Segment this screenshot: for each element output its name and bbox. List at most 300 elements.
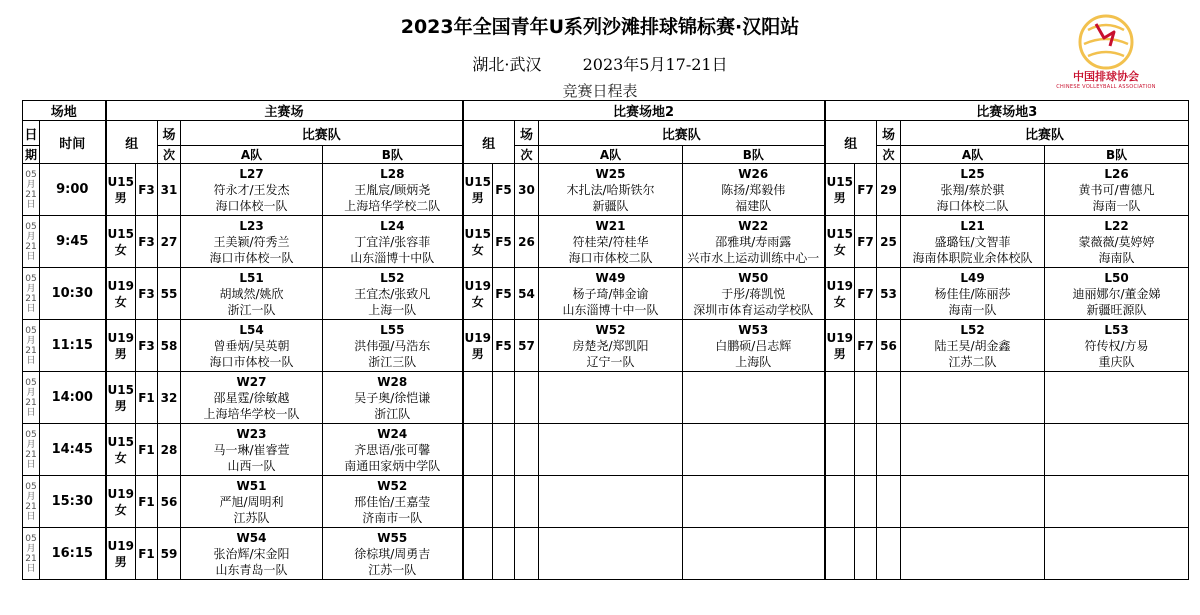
schedule-row <box>23 528 1189 580</box>
field-cell: F1 <box>136 372 158 424</box>
empty-cell <box>539 372 683 424</box>
team-club: 浙江三队 <box>368 354 417 369</box>
match-no-cell: 27 <box>158 216 181 268</box>
match-no-cell: 25 <box>877 216 901 268</box>
schedule-row <box>23 372 1189 424</box>
match-no-cell: 54 <box>515 268 539 320</box>
team-club: 福建队 <box>735 198 772 213</box>
team-club: 海南队 <box>1098 250 1135 265</box>
date-part: 05 <box>25 377 37 388</box>
team-code: W55 <box>377 530 408 545</box>
team-code: L51 <box>239 270 264 285</box>
team-club: 浙江队 <box>374 406 411 421</box>
team-club: 海南体职院业余体校队 <box>912 250 1033 265</box>
empty-cell <box>493 476 515 528</box>
date-part: 05 <box>25 429 37 440</box>
team-b-cell <box>1045 320 1189 372</box>
team-players: 陆王昊/胡金鑫 <box>934 338 1011 353</box>
match-no-cell: 56 <box>877 320 901 372</box>
date-part: 21 <box>25 397 37 408</box>
group-header: 组 <box>825 121 877 164</box>
date-part: 05 <box>25 533 37 544</box>
empty-cell <box>539 424 683 476</box>
empty-cell <box>825 528 855 580</box>
team-code: W28 <box>377 374 408 389</box>
team-players: 张翔/蔡於骐 <box>940 182 1005 197</box>
group-gender: 男 <box>471 190 484 205</box>
team-a-cell <box>181 476 323 528</box>
match-no-cell: 55 <box>158 268 181 320</box>
team-club: 上海队 <box>735 354 772 369</box>
group-gender: 男 <box>114 398 127 413</box>
team-code: L21 <box>960 218 985 233</box>
team-players: 于彤/蒋凯悦 <box>721 286 786 301</box>
team-a-cell <box>901 216 1045 268</box>
team-code: W53 <box>738 322 769 337</box>
team-a-cell <box>539 268 683 320</box>
date-part: 日 <box>26 459 36 470</box>
event-location: 湖北·武汉 <box>472 55 542 74</box>
date-cell <box>23 424 40 476</box>
match-no-cell: 26 <box>515 216 539 268</box>
group-age: U19 <box>826 330 853 345</box>
match-no-header-bottom: 次 <box>515 146 539 164</box>
team-club: 深圳市体育运动学校队 <box>693 302 814 317</box>
date-part: 月 <box>26 387 36 398</box>
empty-cell <box>539 476 683 528</box>
venue-header: 场地 <box>23 101 106 121</box>
field-cell: F3 <box>136 164 158 216</box>
date-part: 21 <box>25 553 37 564</box>
match-no-cell: 28 <box>158 424 181 476</box>
team-b-cell <box>683 320 825 372</box>
group-cell <box>825 216 855 268</box>
teams-header: 比赛队 <box>901 121 1189 146</box>
empty-cell <box>901 424 1045 476</box>
date-part: 月 <box>26 491 36 502</box>
team-club: 海南一队 <box>1092 198 1141 213</box>
team-club: 海口市体校一队 <box>209 250 294 265</box>
empty-cell <box>463 424 493 476</box>
team-code: W21 <box>595 218 626 233</box>
team-a-cell <box>539 320 683 372</box>
match-no-cell: 31 <box>158 164 181 216</box>
team-a-header: A队 <box>901 146 1045 164</box>
empty-cell <box>1045 476 1189 528</box>
group-gender: 男 <box>833 346 846 361</box>
group-cell <box>106 268 136 320</box>
team-club: 浙江一队 <box>227 302 276 317</box>
team-a-cell <box>181 216 323 268</box>
group-age: U15 <box>107 382 134 397</box>
group-gender: 女 <box>114 242 127 257</box>
date-part: 05 <box>25 221 37 232</box>
team-b-header: B队 <box>1045 146 1189 164</box>
team-players: 张治辉/宋金阳 <box>213 546 290 561</box>
group-cell <box>825 320 855 372</box>
team-code: L52 <box>380 270 405 285</box>
group-cell <box>463 216 493 268</box>
team-a-header: A队 <box>539 146 683 164</box>
time-cell: 14:45 <box>40 424 106 476</box>
team-code: W51 <box>236 478 267 493</box>
team-code: W23 <box>236 426 267 441</box>
team-b-cell <box>1045 268 1189 320</box>
team-players: 符桂荣/符桂华 <box>572 234 649 249</box>
team-b-cell <box>1045 164 1189 216</box>
group-age: U15 <box>464 226 491 241</box>
time-cell: 14:00 <box>40 372 106 424</box>
time-cell: 9:45 <box>40 216 106 268</box>
field-cell: F7 <box>855 216 877 268</box>
date-part: 05 <box>25 273 37 284</box>
group-gender: 女 <box>833 242 846 257</box>
team-club: 海口体校一队 <box>215 198 288 213</box>
team-b-cell <box>1045 216 1189 268</box>
empty-cell <box>877 528 901 580</box>
empty-cell <box>515 424 539 476</box>
team-players: 白鹏硕/吕志辉 <box>715 338 792 353</box>
group-cell <box>106 424 136 476</box>
empty-cell <box>683 476 825 528</box>
group-cell <box>463 320 493 372</box>
team-players: 胡域然/姚欣 <box>219 286 284 301</box>
field-cell: F5 <box>493 320 515 372</box>
team-b-header: B队 <box>323 146 463 164</box>
date-part: 21 <box>25 293 37 304</box>
group-age: U15 <box>826 174 853 189</box>
team-players: 王胤宸/顾炳尧 <box>354 182 431 197</box>
group-cell <box>106 320 136 372</box>
group-cell <box>463 268 493 320</box>
team-code: L54 <box>239 322 264 337</box>
date-part: 月 <box>26 439 36 450</box>
team-code: L50 <box>1104 270 1129 285</box>
venue-2-header: 比赛场地2 <box>463 101 825 121</box>
field-cell: F3 <box>136 268 158 320</box>
group-age: U19 <box>107 538 134 553</box>
teams-header: 比赛队 <box>181 121 463 146</box>
match-no-cell: 53 <box>877 268 901 320</box>
team-club: 山西一队 <box>227 458 276 473</box>
group-gender: 女 <box>833 294 846 309</box>
team-a-cell <box>181 528 323 580</box>
date-part: 日 <box>26 355 36 366</box>
team-players: 房楚尧/郑凯阳 <box>572 338 649 353</box>
page-title: 2023年全国青年U系列沙滩排球锦标赛·汉阳站 <box>400 16 800 38</box>
schedule-row <box>23 268 1189 320</box>
field-cell: F7 <box>855 268 877 320</box>
team-club: 重庆队 <box>1098 354 1135 369</box>
team-a-cell <box>181 164 323 216</box>
team-club: 江苏二队 <box>948 354 997 369</box>
group-cell <box>106 528 136 580</box>
team-code: L53 <box>1104 322 1129 337</box>
team-code: L28 <box>380 166 405 181</box>
team-b-cell <box>323 164 463 216</box>
team-club: 江苏队 <box>233 510 270 525</box>
team-code: L55 <box>380 322 405 337</box>
group-age: U19 <box>464 330 491 345</box>
team-code: L49 <box>960 270 985 285</box>
field-cell: F5 <box>493 164 515 216</box>
group-age: U19 <box>107 278 134 293</box>
group-age: U19 <box>826 278 853 293</box>
team-club: 海南一队 <box>948 302 997 317</box>
team-code: W27 <box>236 374 267 389</box>
schedule-caption: 竞赛日程表 <box>562 82 638 100</box>
group-age: U15 <box>107 434 134 449</box>
team-players: 洪伟强/马浩东 <box>354 338 431 353</box>
team-a-cell <box>181 320 323 372</box>
team-code: L24 <box>380 218 405 233</box>
date-part: 21 <box>25 189 37 200</box>
team-players: 杨佳佳/陈丽莎 <box>934 286 1011 301</box>
venue-3-header: 比赛场地3 <box>825 101 1189 121</box>
group-cell <box>106 216 136 268</box>
date-part: 月 <box>26 283 36 294</box>
match-no-header-bottom: 次 <box>877 146 901 164</box>
team-code: W50 <box>738 270 769 285</box>
match-no-cell: 58 <box>158 320 181 372</box>
team-a-cell <box>901 320 1045 372</box>
empty-cell <box>877 476 901 528</box>
empty-cell <box>901 476 1045 528</box>
team-b-header: B队 <box>683 146 825 164</box>
team-code: W25 <box>595 166 626 181</box>
date-part: 21 <box>25 345 37 356</box>
match-no-header-top: 场 <box>877 121 901 146</box>
match-no-cell: 29 <box>877 164 901 216</box>
team-club: 山东淄博十中队 <box>350 250 435 265</box>
field-cell: F7 <box>855 320 877 372</box>
team-club: 海口市体校一队 <box>209 354 294 369</box>
date-part: 05 <box>25 481 37 492</box>
group-gender: 男 <box>471 346 484 361</box>
team-code: L23 <box>239 218 264 233</box>
team-a-cell <box>181 268 323 320</box>
team-club: 海口体校二队 <box>936 198 1009 213</box>
team-a-cell <box>539 164 683 216</box>
team-players: 齐思语/张可馨 <box>354 442 431 457</box>
date-part: 21 <box>25 501 37 512</box>
match-no-cell: 59 <box>158 528 181 580</box>
empty-cell <box>825 476 855 528</box>
team-club: 新疆队 <box>592 198 629 213</box>
field-cell: F1 <box>136 424 158 476</box>
team-players: 盛璐钰/文智菲 <box>934 234 1011 249</box>
team-players: 邵雅琪/寿雨露 <box>715 234 792 249</box>
schedule-table <box>22 100 1189 580</box>
team-code: L25 <box>960 166 985 181</box>
team-players: 王美颖/符秀兰 <box>213 234 290 249</box>
date-part: 月 <box>26 179 36 190</box>
schedule-row <box>23 164 1189 216</box>
time-cell: 15:30 <box>40 476 106 528</box>
date-part: 21 <box>25 449 37 460</box>
empty-cell <box>901 528 1045 580</box>
date-part: 日 <box>26 251 36 262</box>
field-cell: F7 <box>855 164 877 216</box>
group-age: U15 <box>107 226 134 241</box>
time-header: 时间 <box>40 121 106 164</box>
team-a-cell <box>901 268 1045 320</box>
logo-subtext: CHINESE VOLLEYBALL ASSOCIATION <box>1056 84 1156 90</box>
team-players: 迪丽娜尔/董金娣 <box>1072 286 1161 301</box>
empty-cell <box>1045 372 1189 424</box>
empty-cell <box>683 424 825 476</box>
empty-cell <box>683 372 825 424</box>
team-club: 海口市体校二队 <box>568 250 653 265</box>
time-cell: 16:15 <box>40 528 106 580</box>
group-gender: 男 <box>114 346 127 361</box>
group-age: U19 <box>464 278 491 293</box>
date-part: 月 <box>26 231 36 242</box>
team-players: 黄书可/曹德凡 <box>1078 182 1155 197</box>
empty-cell <box>877 424 901 476</box>
team-b-cell <box>683 268 825 320</box>
team-b-cell <box>323 528 463 580</box>
date-part: 日 <box>26 303 36 314</box>
group-age: U15 <box>826 226 853 241</box>
team-players: 邵星霆/徐敏越 <box>213 390 290 405</box>
time-cell: 10:30 <box>40 268 106 320</box>
match-no-header-bottom: 次 <box>158 146 181 164</box>
date-cell <box>23 476 40 528</box>
date-part: 05 <box>25 325 37 336</box>
team-code: W24 <box>377 426 408 441</box>
team-players: 陈扬/郑毅伟 <box>721 182 786 197</box>
team-a-header: A队 <box>181 146 323 164</box>
date-part: 日 <box>26 199 36 210</box>
empty-cell <box>463 528 493 580</box>
group-cell <box>463 164 493 216</box>
team-a-cell <box>181 372 323 424</box>
empty-cell <box>493 372 515 424</box>
field-cell: F1 <box>136 528 158 580</box>
empty-cell <box>825 372 855 424</box>
event-subtitle <box>0 52 1200 75</box>
time-cell: 9:00 <box>40 164 106 216</box>
group-cell <box>825 268 855 320</box>
schedule-row <box>23 424 1189 476</box>
empty-cell <box>855 424 877 476</box>
group-cell <box>106 476 136 528</box>
team-players: 严旭/周明利 <box>219 494 284 509</box>
team-b-cell <box>323 372 463 424</box>
teams-header: 比赛队 <box>539 121 825 146</box>
team-code: W52 <box>377 478 408 493</box>
schedule-row <box>23 476 1189 528</box>
group-gender: 女 <box>114 502 127 517</box>
field-cell: F5 <box>493 216 515 268</box>
group-age: U19 <box>107 486 134 501</box>
group-age: U15 <box>107 174 134 189</box>
date-part: 05 <box>25 169 37 180</box>
empty-cell <box>515 476 539 528</box>
empty-cell <box>825 424 855 476</box>
team-club: 上海一队 <box>368 302 417 317</box>
date-cell <box>23 320 40 372</box>
team-b-cell <box>323 216 463 268</box>
date-part: 月 <box>26 335 36 346</box>
empty-cell <box>493 424 515 476</box>
date-cell <box>23 164 40 216</box>
team-club: 上海培华学校一队 <box>203 406 300 421</box>
team-code: L27 <box>239 166 264 181</box>
date-cell <box>23 372 40 424</box>
team-code: L26 <box>1104 166 1129 181</box>
group-age: U15 <box>464 174 491 189</box>
date-part: 日 <box>26 407 36 418</box>
group-cell <box>106 164 136 216</box>
field-cell: F3 <box>136 216 158 268</box>
match-no-cell: 57 <box>515 320 539 372</box>
team-code: W52 <box>595 322 626 337</box>
empty-cell <box>463 372 493 424</box>
empty-cell <box>1045 528 1189 580</box>
team-a-cell <box>901 164 1045 216</box>
match-no-header-top: 场 <box>158 121 181 146</box>
team-club: 山东淄博十中一队 <box>562 302 659 317</box>
team-players: 杨子琦/韩金谕 <box>572 286 649 301</box>
schedule-row <box>23 216 1189 268</box>
date-part: 日 <box>26 511 36 522</box>
empty-cell <box>683 528 825 580</box>
team-club: 上海培华学校二队 <box>344 198 441 213</box>
team-club: 辽宁一队 <box>586 354 635 369</box>
team-a-cell <box>539 216 683 268</box>
team-players: 邢佳怡/王嘉莹 <box>354 494 431 509</box>
team-club: 济南市一队 <box>362 510 423 525</box>
team-players: 曾垂炳/吴英朝 <box>213 338 290 353</box>
group-gender: 男 <box>114 190 127 205</box>
date-cell <box>23 268 40 320</box>
group-gender: 女 <box>114 450 127 465</box>
match-no-cell: 56 <box>158 476 181 528</box>
team-a-cell <box>181 424 323 476</box>
match-no-cell: 30 <box>515 164 539 216</box>
empty-cell <box>877 372 901 424</box>
group-age: U19 <box>107 330 134 345</box>
team-b-cell <box>323 476 463 528</box>
team-players: 符传权/方易 <box>1084 338 1149 353</box>
schedule-row <box>23 320 1189 372</box>
date-part: 日 <box>26 563 36 574</box>
event-dates: 2023年5月17-21日 <box>582 55 728 74</box>
empty-cell <box>515 372 539 424</box>
team-b-cell <box>683 216 825 268</box>
group-header: 组 <box>106 121 158 164</box>
group-gender: 女 <box>471 294 484 309</box>
venue-main-header: 主赛场 <box>106 101 463 121</box>
field-cell: F1 <box>136 476 158 528</box>
match-no-cell: 32 <box>158 372 181 424</box>
team-players: 徐棕琪/周勇吉 <box>354 546 431 561</box>
date-part: 21 <box>25 241 37 252</box>
group-gender: 女 <box>114 294 127 309</box>
team-players: 马一琳/崔睿萱 <box>213 442 290 457</box>
team-code: W22 <box>738 218 769 233</box>
empty-cell <box>493 528 515 580</box>
team-code: W54 <box>236 530 267 545</box>
date-part: 月 <box>26 543 36 554</box>
team-code: L22 <box>1104 218 1129 233</box>
team-club: 山东青岛一队 <box>215 562 288 577</box>
empty-cell <box>1045 424 1189 476</box>
team-players: 王宜杰/张致凡 <box>354 286 431 301</box>
team-club: 江苏一队 <box>368 562 417 577</box>
